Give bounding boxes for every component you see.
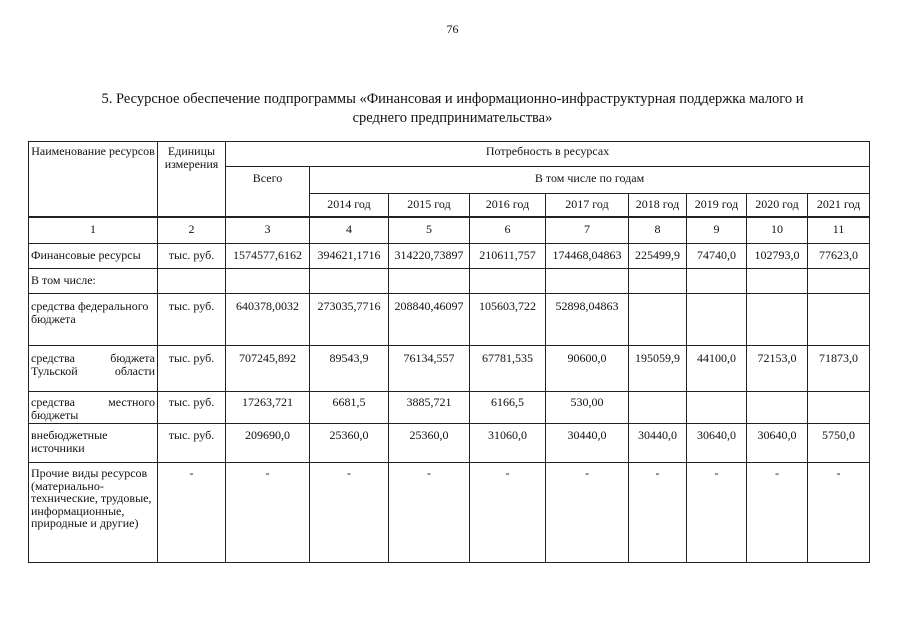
row-financial-resources <box>29 244 870 269</box>
column-number: 6 <box>470 217 546 244</box>
cell-2021: 5750,0 <box>808 424 870 463</box>
cell-2017: - <box>546 463 629 563</box>
empty-cell <box>310 269 389 294</box>
cell-2021: - <box>808 463 870 563</box>
resources-table <box>28 141 870 563</box>
cell-2019 <box>687 392 747 424</box>
row-including <box>29 269 870 294</box>
empty-cell <box>158 269 226 294</box>
empty-cell <box>747 269 808 294</box>
empty-cell <box>546 269 629 294</box>
cell-2018: 30440,0 <box>629 424 687 463</box>
cell-2021 <box>808 294 870 346</box>
cell-2020: 30640,0 <box>747 424 808 463</box>
cell-2015: 208840,46097 <box>389 294 470 346</box>
cell-2017: 174468,04863 <box>546 244 629 269</box>
cell-2015: - <box>389 463 470 563</box>
row-name: Прочие виды ресурсов (материально-технические, трудовые, информационные, природные и другие) <box>29 463 158 563</box>
cell-2020: 72153,0 <box>747 346 808 392</box>
cell-total: 640378,0032 <box>226 294 310 346</box>
cell-2015: 3885,721 <box>389 392 470 424</box>
cell-2019: - <box>687 463 747 563</box>
row-name: средства местного бюджеты <box>29 392 158 424</box>
row-name: средства федерального бюджета <box>29 294 158 346</box>
cell-2018 <box>629 294 687 346</box>
column-number: 3 <box>226 217 310 244</box>
header-year: 2018 год <box>629 194 687 218</box>
cell-2020: 102793,0 <box>747 244 808 269</box>
cell-total: 17263,721 <box>226 392 310 424</box>
cell-2014: 25360,0 <box>310 424 389 463</box>
cell-2017: 530,00 <box>546 392 629 424</box>
header-total: Всего <box>226 167 310 218</box>
header-need: Потребность в ресурсах <box>226 142 870 167</box>
row-unit: тыс. руб. <box>158 244 226 269</box>
column-number: 2 <box>158 217 226 244</box>
section-title-line2: среднего предпринимательства» <box>352 110 553 126</box>
row-extrabudgetary <box>29 424 870 463</box>
cell-2021 <box>808 392 870 424</box>
empty-cell <box>629 269 687 294</box>
cell-2015: 76134,557 <box>389 346 470 392</box>
cell-2014: 394621,1716 <box>310 244 389 269</box>
column-number: 7 <box>546 217 629 244</box>
column-number: 9 <box>687 217 747 244</box>
row-other-resources <box>29 463 870 563</box>
section-title-line1: 5. Ресурсное обеспечение подпрограммы «Финансовая и информационно-инфраструктурная поддержка малого и <box>101 91 804 107</box>
column-numbers-row <box>29 217 870 244</box>
row-local-budget <box>29 392 870 424</box>
cell-2020 <box>747 392 808 424</box>
cell-2018: - <box>629 463 687 563</box>
header-year: 2016 год <box>470 194 546 218</box>
row-federal-budget <box>29 294 870 346</box>
cell-total: 1574577,6162 <box>226 244 310 269</box>
cell-2020 <box>747 294 808 346</box>
header-year: 2017 год <box>546 194 629 218</box>
cell-2019 <box>687 294 747 346</box>
column-number: 4 <box>310 217 389 244</box>
column-number: 10 <box>747 217 808 244</box>
page-number: 76 <box>446 22 459 36</box>
empty-cell <box>226 269 310 294</box>
cell-total: - <box>226 463 310 563</box>
header-year: 2019 год <box>687 194 747 218</box>
column-number: 8 <box>629 217 687 244</box>
cell-2018 <box>629 392 687 424</box>
cell-2014: 6681,5 <box>310 392 389 424</box>
header-units: Единицы измерения <box>158 142 226 218</box>
cell-2019: 74740,0 <box>687 244 747 269</box>
section-title <box>60 90 845 128</box>
cell-2021: 71873,0 <box>808 346 870 392</box>
cell-2014: - <box>310 463 389 563</box>
row-unit: тыс. руб. <box>158 392 226 424</box>
cell-2020: - <box>747 463 808 563</box>
cell-2019: 44100,0 <box>687 346 747 392</box>
header-name: Наименование ресурсов <box>29 142 158 218</box>
cell-2016: 67781,535 <box>470 346 546 392</box>
row-unit: тыс. руб. <box>158 346 226 392</box>
cell-2014: 89543,9 <box>310 346 389 392</box>
empty-cell <box>687 269 747 294</box>
cell-2015: 314220,73897 <box>389 244 470 269</box>
cell-2018: 195059,9 <box>629 346 687 392</box>
header-year: 2021 год <box>808 194 870 218</box>
empty-cell <box>470 269 546 294</box>
empty-cell <box>808 269 870 294</box>
row-unit: тыс. руб. <box>158 294 226 346</box>
empty-cell <box>389 269 470 294</box>
header-row-1 <box>29 142 870 167</box>
column-number: 1 <box>29 217 158 244</box>
row-unit: - <box>158 463 226 563</box>
cell-2019: 30640,0 <box>687 424 747 463</box>
header-year: 2014 год <box>310 194 389 218</box>
row-unit: тыс. руб. <box>158 424 226 463</box>
header-year: 2020 год <box>747 194 808 218</box>
row-name: средства бюджета Тульской области <box>29 346 158 392</box>
column-number: 5 <box>389 217 470 244</box>
row-name: внебюджетные источники <box>29 424 158 463</box>
cell-2016: 105603,722 <box>470 294 546 346</box>
header-by-years: В том числе по годам <box>310 167 870 194</box>
cell-total: 209690,0 <box>226 424 310 463</box>
column-number: 11 <box>808 217 870 244</box>
cell-2016: 210611,757 <box>470 244 546 269</box>
cell-2016: - <box>470 463 546 563</box>
cell-total: 707245,892 <box>226 346 310 392</box>
row-regional-budget <box>29 346 870 392</box>
row-name: В том числе: <box>29 269 158 294</box>
cell-2014: 273035,7716 <box>310 294 389 346</box>
cell-2017: 30440,0 <box>546 424 629 463</box>
cell-2016: 31060,0 <box>470 424 546 463</box>
cell-2018: 225499,9 <box>629 244 687 269</box>
cell-2016: 6166,5 <box>470 392 546 424</box>
header-year: 2015 год <box>389 194 470 218</box>
cell-2017: 90600,0 <box>546 346 629 392</box>
cell-2015: 25360,0 <box>389 424 470 463</box>
row-name: Финансовые ресурсы <box>29 244 158 269</box>
cell-2017: 52898,04863 <box>546 294 629 346</box>
cell-2021: 77623,0 <box>808 244 870 269</box>
